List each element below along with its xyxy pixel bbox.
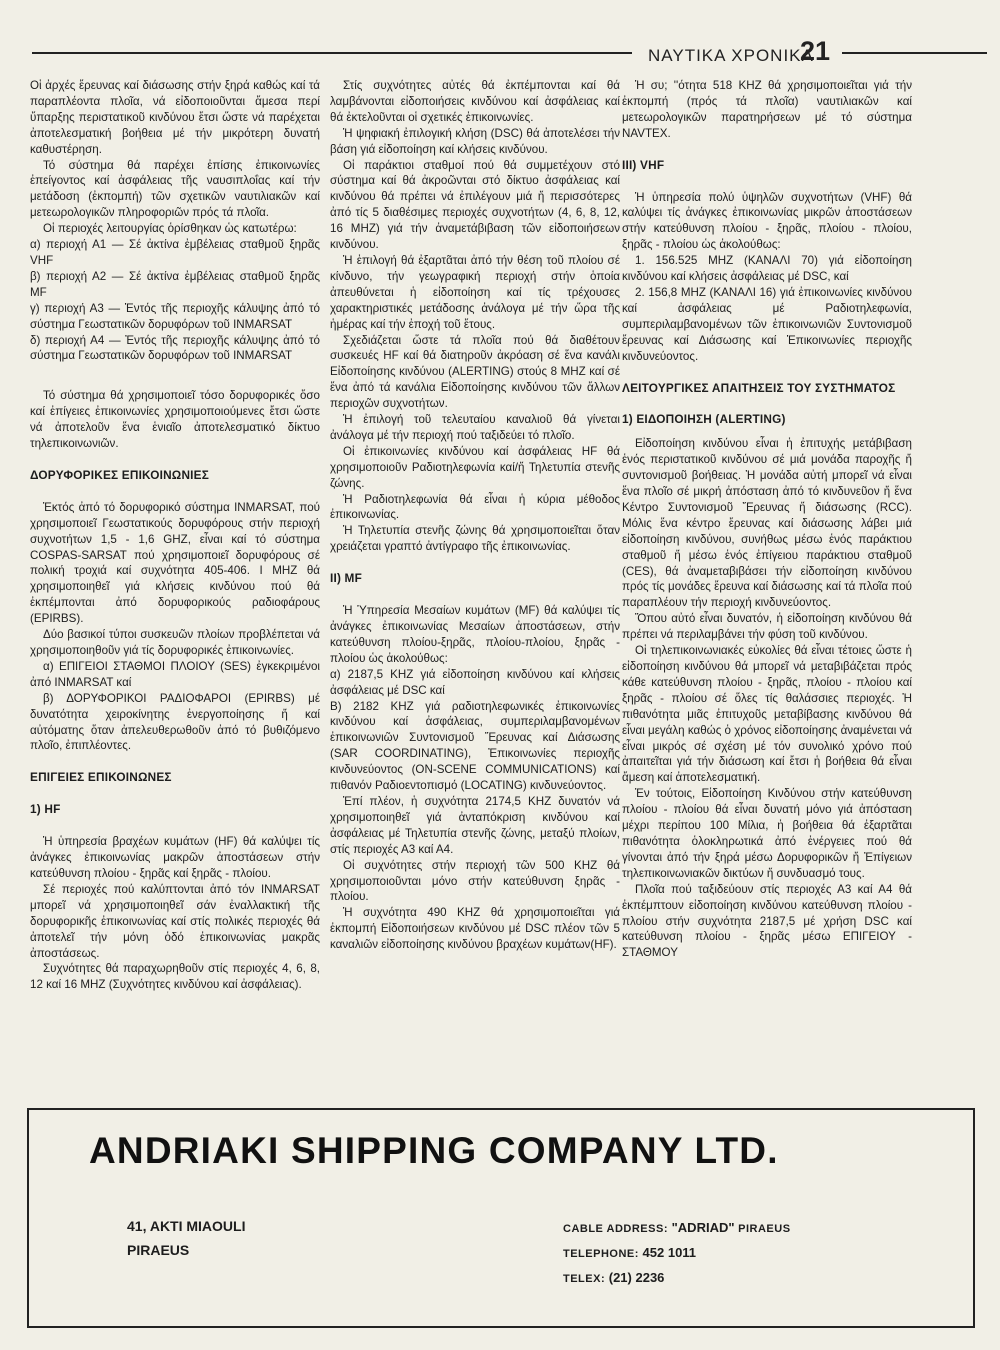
- list-item: γ) περιοχή Α3 — Ἐντός τῆς περιοχῆς κάλυψης ἀπό τό σύστημα Γεωστατικῶν δορυφόρων τοῦ INMARSAT: [30, 301, 320, 331]
- section-heading: ΕΠΙΓΕΙΕΣ ΕΠΙΚΟΙΝΩΝΕΣ: [30, 770, 172, 785]
- paragraph: Ἡ συχνότητα 490 KHZ θά χρησιμοποιεῖται γιά ἐκπομπή Εἰδοποιήσεων κινδύνου μέ DSC πλέον τῶν 5 καναλιῶν εἰδοποίησης κινδύνου βραχέων κυμάτων(HF).: [330, 906, 620, 952]
- paragraph: Οἱ ἐπικοινωνίες κινδύνου καί ἀσφάλειας HF θά χρησιμοποιοῦν Ραδιοτηλεφωνία καί/ἤ Τηλετυπία στενῆς ζώνης.: [330, 444, 620, 490]
- ad-telex-row: [563, 1266, 791, 1291]
- subsection-heading: III) VHF: [622, 157, 665, 172]
- ad-telex-label: TELEX:: [563, 1273, 606, 1285]
- paragraph: Ἡ ἐπιλογή τοῦ τελευταίου καναλιοῦ θά γίνεται ἀνάλογα μέ τήν περιοχή πού ταξιδεύει τό πλοῖο.: [330, 413, 620, 442]
- header-rule-right: [842, 52, 987, 54]
- paragraph: Οἱ τηλεπικοινωνιακές εὐκολίες θά εἶναι τέτοιες ὥστε ἡ εἰδοποίηση κινδύνου θά μπορεῖ νά μεταβιβάζεται πρός κάθε κατεύθυνση πλοίου - ξηρᾶς, πλοίου - πλοίου καί ξηρᾶς - πλοίου σέ ὅλες τίς θαλάσσιες περιοχές. Ἡ πιθανότητα μιᾶς ἐπιτυχοῦς μεταβίβασης κινδύνου θά εἶναι μεγάλη καθώς ὁ χρόνος εἰδοποίησης ἀναμένεται νά εἶναι μικρός σέ σχέση μέ τόν συνολικό χρόνο πού ἀπαιτεῖται γιά τήν διάσωση καί ἔτσι ἡ βοήθεια θά εἶναι ἄμεση καί ἀποτελεσματική.: [622, 644, 913, 785]
- advertisement-box: [27, 1108, 975, 1328]
- paragraph: Εἰδοποίηση κινδύνου εἶναι ἡ ἐπιτυχής μετάβιβαση ἑνός περιστατικοῦ κινδύνου σέ μιά μονάδα παροχῆς ἤ συντονισμοῦ βοήθειας. Ἡ μονάδα αὐτή μπορεῖ νά εἶναι ἕνα πλοῖο σέ μικρή ἀπόσταση ἀπό τό κινδυνεῦον ἤ ἕνα Κέντρο Συντονισμοῦ Ἔρευνας ἤ διάσωσης (RCC). Μόλις ἕνα κέντρο ἔρευνας καί διάσωσης λάβει μιά εἰδοποίηση κινδύνου, συνήθως μέσω ἑνός παράκτιου σταθμοῦ ἤ μέσω ἑνός ἐπίγειου παράκτιου σταθμοῦ (CES), θά ἀναμεταβιβάσει τήν εἰδοποίηση κινδύνου πρός τίς μονάδες ἔρευνα καί διάσωσης καί τά πλοῖα πού παραπλέουν τήν περιοχή κινδυνεύοντος.: [622, 437, 912, 610]
- paragraph: Ἡ ὑπηρεσία βραχέων κυμάτων (HF) θά καλύψει τίς ἀνάγκες ἐπικοινωνίας μακρῶν ἀποστάσεων στήν κατεύθυνση πλοίου - ξηρᾶς καί ξηρᾶς - πλοίου.: [30, 835, 320, 880]
- ad-cable-value: "ADRIAD": [671, 1220, 735, 1235]
- ad-company-name: ANDRIAKI SHIPPING COMPANY LTD.: [89, 1130, 779, 1171]
- list-item: α) 2187,5 KHZ γιά εἰδοποίηση κινδύνου καί κλήσεις ἀσφάλειας μέ DSC καί: [330, 667, 620, 697]
- paragraph: Τό σύστημα θά παρέχει ἐπίσης ἐπικοινωνίες ἐπείγοντος καί ἀσφάλειας τῆς ναυσιπλοΐας καί τήν μετάδοση (ἐκπομπή) τῶν σχετικῶν ναυτιλιακῶν καί μετεωρολογικῶν πληροφοριῶν πρός τά πλοῖα.: [30, 158, 320, 220]
- ad-telephone-row: [563, 1241, 791, 1266]
- article-column-3: [622, 78, 912, 961]
- header-rule-left: [32, 52, 632, 54]
- ad-address-city: PIRAEUS: [127, 1242, 190, 1258]
- paragraph: β) ΔΟΡΥΦΟΡΙΚΟΙ ΡΑΔΙΟΦΑΡΟΙ (EPIRBS) μέ δυνατότητα χειροκίνητης ἐνεργοποίησης ἤ καί αὐτόματης ὅταν ἀπελευθερωθοῦν ἀπό τό βυθιζόμενο πλοῖο, ἐπιπλέοντες.: [30, 691, 320, 753]
- list-item: 2. 156,8 MHZ (ΚΑΝΑΛΙ 16) γιά ἐπικοινωνίες κινδύνου καί ἀσφάλειας μέ Ραδιοτηλεφωνία, συμπεριλαμβανομένων τῶν ἐπικοινωνιῶν Συντονισμοῦ ἔρευνας καί Διάσωσης καί Ἐπικοινωνίες περιοχῆς κινδυνεύοντος.: [622, 285, 912, 363]
- section-heading: ΔΟΡΥΦΟΡΙΚΕΣ ΕΠΙΚΟΙΝΩΝΙΕΣ: [30, 467, 209, 482]
- ad-telex-value: (21) 2236: [608, 1270, 665, 1285]
- paragraph: Ἐκτός ἀπό τό δορυφορικό σύστημα INMARSAT, πού χρησιμοποιεῖ Γεωστατικούς δορυφόρους στήν περιοχή συχνοτήτων 1,5 - 1,6 GHZ, εἶναι καί τό σύστημα COSPAS-SARSAT πού χρησιμοποιεῖ δορυφόρους σέ πολική τροχιά καί συχνότητα 405-406. I MHZ θά χρησιμοποιηθεῖ γιά κλήσεις κινδύνου πού θά ἐκπέμπονται ἀπό δορυφορικούς ραδιοφάρους (EPIRBS).: [30, 500, 320, 626]
- ad-telephone-value: 452 1011: [642, 1245, 697, 1260]
- paragraph: Ἡ ὑπηρεσία πολύ ὑψηλῶν συχνοτήτων (VHF) θά καλύψει τίς ἀνάγκες ἐπικοινωνίας μικρῶν ἀποστάσεων στήν κατεύθυνση πλοίου - ξηρᾶς, πλοίου - πλοίου, ξηρᾶς - πλοίου ὡς ἀκολούθως:: [622, 190, 912, 252]
- paragraph: Ἐπί πλέον, ἡ συχνότητα 2174,5 KHZ δυνατόν νά χρησιμοποιηθεῖ γιά ἀνταπόκριση κινδύνου καί ἀσφάλειας μέ Τηλετυπία στενῆς ζώνης, μεταξύ πλοίων, στίς περιοχές Α3 καί Α4.: [330, 794, 620, 856]
- paragraph: Ἡ ψηφιακή ἐπιλογική κλήση (DSC) θά ἀποτελέσει τήν βάση γιά εἰδοποίηση καί κλήσεις κινδύνου.: [330, 126, 620, 156]
- paragraph: Τό σύστημα θά χρησιμοποιεῖ τόσο δορυφορικές ὅσο καί ἐπίγειες ἐπικοινωνίες χρησιμοποιούμενες ἔτσι ὥστε νά ἀποτελοῦν ἕνα ἑνιαῖο ἀποτελεσματικό δίκτυο τηλεπικοινωνιῶν.: [30, 389, 320, 451]
- article-column-2: [330, 78, 620, 953]
- ad-address: [127, 1214, 246, 1262]
- article-column-1: [30, 78, 320, 993]
- ad-address-line: 41, AKTI MIAOULI: [127, 1218, 246, 1234]
- paragraph: α) ΕΠΙΓΕΙΟΙ ΣΤΑΘΜΟΙ ΠΛΟΙΟΥ (SES) ἐγκεκριμένοι ἀπό INMARSAT καί: [30, 659, 320, 689]
- page-number: 21: [800, 36, 831, 66]
- paragraph: Συχνότητες θά παραχωρηθοῦν στίς περιοχές 4, 6, 8, 12 καί 16 MHZ (Συχνότητες κινδύνου καί ἀσφάλειας).: [30, 962, 320, 992]
- paragraph: Οἱ ἀρχές ἔρευνας καί διάσωσης στήν ξηρά καθώς καί τά παραπλέοντα πλοῖα, νά εἰδοποιοῦνται ἄμεσα περί ὕπαρξης περιστατικοῦ κινδύνου ἔτσι ὥστε νά παρέχεται ἀποτελεσματική βοήθεια μέ τήν μικρότερη δυνατή καθυστέρηση.: [30, 79, 320, 156]
- list-item: β) περιοχή Α2 — Σέ ἀκτίνα ἐμβέλειας σταθμοῦ ξηρᾶς MF: [30, 269, 320, 299]
- list-item: 1. 156.525 MHZ (ΚΑΝΑΛΙ 70) γιά εἰδοποίηση κινδύνου καί κλήσεις ἀσφάλειας μέ DSC, καί: [622, 254, 912, 284]
- paragraph: Οἱ παράκτιοι σταθμοί πού θά συμμετέχουν στό σύστημα καί θά ἀκροῶνται στό δίκτυο ἀσφάλειας καί κινδύνου θά πρέπει νά ἐπιλέγουν μιά ἤ περισσότερες ἀπό τίς 5 διαθέσιμες περιοχές συχνοτήτων (4, 6, 8, 12, 16 MHZ) γιά τήν ἀναμετάβιβαση τῶν εἰδοποιήσεων κινδύνου.: [330, 158, 620, 252]
- ad-telephone-label: TELEPHONE:: [563, 1248, 639, 1260]
- subsection-heading: 1) HF: [30, 802, 61, 817]
- paragraph: Οἱ συχνότητες στήν περιοχή τῶν 500 KHZ θά χρησιμοποιοῦνται μόνο στήν κατεύθυνση ξηρᾶς - πλοίου.: [330, 858, 620, 904]
- paragraph: Ἡ ἐπιλογή θά ἐξαρτᾶται ἀπό τήν θέση τοῦ πλοίου σέ κίνδυνο, τήν γεωγραφική περιοχή στήν ὁποία ἀπευθύνεται ἡ εἰδοποίηση καί τίς τρέχουσες χαρακτηριστικές μετάδοσης ἀνάλογα μέ τήν ὥρα τῆς ἡμέρας καί τήν ἐποχή τοῦ ἔτους.: [330, 253, 620, 331]
- paragraph: Σέ περιοχές πού καλύπτονται ἀπό τόν INMARSAT μπορεῖ νά χρησιμοποιηθεῖ σάν ἐναλλακτική τῆς δορυφορικῆς ἐπικοινωνίας καί στίς πολικές περιοχές θά ἀποτελεῖ τήν μόνη ὁδό ἐπικοινωνίας μακρᾶς ἀποστάσεως.: [30, 882, 320, 960]
- paragraph: Οἱ περιοχές λειτουργίας ὁρίσθηκαν ὡς κατωτέρω:: [43, 222, 297, 236]
- ad-cable-label: CABLE ADDRESS:: [563, 1223, 668, 1235]
- paragraph: Ὅπου αὐτό εἶναι δυνατόν, ἡ εἰδοποίηση κινδύνου θά πρέπει νά περιλαμβάνει τήν φύση τοῦ κινδύνου.: [622, 612, 912, 642]
- paragraph: Ἡ Ραδιοτηλεφωνία θά εἶναι ἡ κύρια μέθοδος ἐπικοινωνίας.: [330, 492, 620, 522]
- section-heading: ΛΕΙΤΟΥΡΓΙΚΕΣ ΑΠΑΙΤΗΣΕΙΣ ΤΟΥ ΣΥΣΤΗΜΑΤΟΣ: [622, 380, 896, 395]
- paragraph: Πλοῖα πού ταξιδεύουν στίς περιοχές Α3 καί Α4 θά ἐκπέμπτουν εἰδοποίηση κινδύνου κατεύθυνση πλοίου - πλοίου στήν συχνότητα 2187,5 μέ χρήση DSC καί κατεύθυνση πλοίου - ξηρᾶς μέσω ΕΠΙΓΕΙΟΥ - ΣΤΑΘΜΟΥ: [622, 882, 912, 960]
- paragraph: Σχεδιάζεται ὥστε τά πλοῖα πού θά διαθέτουν συσκευές HF καί θά διατηροῦν ἀκρόαση σέ ἕνα κανάλι Εἰδοποίησης κινδύνου (ALERTING) στούς 8 MHZ καί σέ ἕνα ἀπό τά κανάλια Εἰδοποίησης κινδύνου τῶν ἄλλων περιοχῶν συχνοτήτων.: [330, 333, 620, 411]
- paragraph: Στίς συχνότητες αὐτές θά ἐκπέμπονται καί θά λαμβάνονται εἰδοποιήσεις κινδύνου καί ἀσφάλειας καί θά ἐκτελοῦνται οἱ σχετικές ἐπικοινωνίες.: [330, 79, 620, 124]
- page-header: [30, 36, 985, 72]
- paragraph: Δύο βασικοί τύποι συσκευῶν πλοίων προβλέπεται νά χρησιμοποιηθοῦν γιά τίς δορυφορικές ἐπικοινωνίες.: [30, 628, 320, 657]
- subsection-heading: II) MF: [330, 571, 362, 586]
- list-item: δ) περιοχή Α4 — Ἐντός τῆς περιοχῆς κάλυψης ἀπό τό σύστημα Γεωστατικῶν δορυφόρων τοῦ INMARSAT: [30, 333, 320, 363]
- ad-cable-row: [563, 1216, 791, 1241]
- magazine-title: ΝΑΥΤΙΚΑ ΧΡΟΝΙΚΑ: [648, 46, 814, 65]
- list-item: α) περιοχή Α1 — Σέ ἀκτίνα ἐμβέλειας σταθμοῦ ξηρᾶς VHF: [30, 238, 320, 267]
- list-item: Β) 2182 KHZ γιά ραδιοτηλεφωνικές ἐπικοινωνίες κινδύνου καί ἀσφάλειας, συμπεριλαμβανομένων ἐπικοινωνιῶν Συντονισμοῦ Ἔρευνας καί Διάσωσης (SAR COORDINATING), Ἐπικοινωνίες περιοχῆς κινδυνεύοντος (ON-SCENE COMMUNICATIONS) καί πιθανόν Ραδιοεντοπισμό (LOCATING) κινδυνεύοντος.: [330, 699, 620, 793]
- paragraph: Ἡ συ; ''ότητα 518 KHZ θά χρησιμοποιεῖται γιά τήν ἐκπομπή (πρός τά πλοῖα) ναυτιλιακῶν καί μετεωρολογικῶν παρατηρήσεων μέ τό σύστημα NAVTEX.: [622, 79, 912, 140]
- paragraph: Ἡ Τηλετυπία στενῆς ζώνης θά χρησιμοποιεῖται ὅταν χρειάζεται γραπτό ἀντίγραφο τῆς ἐπικοινωνίας.: [330, 524, 620, 554]
- paragraph: Ἐν τούτοις, Εἰδοποίηση Κινδύνου στήν κατεύθυνση πλοίου - πλοίου θά εἶναι δυνατή μόνο γιά ἀπόσταση μέχρι περίπου 100 Μίλια, ἡ βοήθεια θά ἐξαρτᾶται πιθανότητα ὁλοκληρωτικά ἀπό ἐνέργειες πού θά γίνονται ἀπό τήν ξηρά μέσω Δορυφορικῶν ἤ Ἐπίγειων τηλεπικοινωνιακῶν δικτύων ἤ συνδυασμό τους.: [622, 787, 912, 880]
- paragraph: Ἡ Ὑπηρεσία Μεσαίων κυμάτων (MF) θά καλύψει τίς ἀνάγκες ἐπικοινωνίας Μεσαίων ἀποστάσεων, στήν κατεύθυνση πλοίου-ξηρᾶς, πλοίου-πλοίου, ξηρᾶς - πλοίου ὡς ἀκολούθως:: [330, 604, 620, 665]
- ad-cable-city: PIRAEUS: [738, 1223, 791, 1235]
- subsection-heading: 1) ΕΙΔΟΠΟΙΗΣΗ (ALERTING): [622, 412, 786, 427]
- ad-contact: [563, 1216, 791, 1291]
